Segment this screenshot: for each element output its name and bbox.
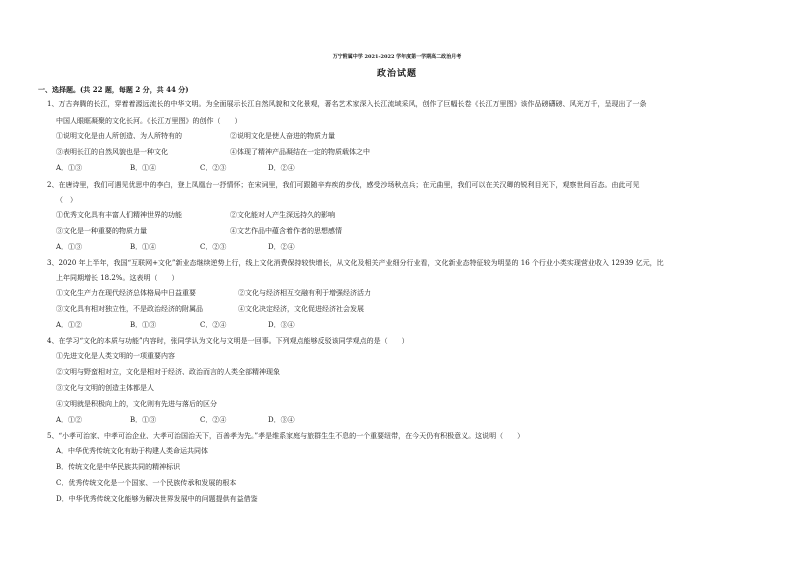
q5-option-d: D．中华优秀传统文化能够为解决世界发展中的问题提供有益借鉴 bbox=[56, 495, 258, 503]
q4-option-4: ④文明就是积极向上的，文化则有先进与落后的区分 bbox=[56, 400, 217, 408]
q4-choice-b: B．①③ bbox=[130, 416, 157, 424]
q3-choice-d: D．③④ bbox=[268, 321, 295, 329]
q2-option-1: ①优秀文化具有丰富人们精神世界的功能 bbox=[56, 211, 182, 219]
q3-stem-cont: 上年同期增长 18.2%。这表明（ ） bbox=[56, 274, 179, 282]
section-heading: 一、选择题。(共 22 题，每题 2 分，共 44 分) bbox=[38, 85, 189, 94]
q5-option-c: C．优秀传统文化是一个国家、一个民族传承和发展的根本 bbox=[56, 479, 237, 487]
q2-option-3: ③文化是一种重要的物质力量 bbox=[56, 227, 147, 235]
q1-choice-c: C．②③ bbox=[200, 164, 227, 172]
q4-choice-a: A．①② bbox=[56, 416, 83, 424]
q1-option-4: ④体现了精神产品凝结在一定的物质载体之中 bbox=[230, 148, 370, 156]
q4-option-2: ②文明与野蛮相对立，文化是相对于经济、政治而言的人类全部精神现象 bbox=[56, 368, 280, 376]
q4-stem: 4、在学习“文化的本质与功能”内容时，张同学认为文化与文明是一回事。下列观点能够反驳该同学观点的是（ ） bbox=[47, 337, 409, 345]
q1-choice-d: D．②④ bbox=[268, 164, 295, 172]
q4-choice-c: C．②④ bbox=[200, 416, 227, 424]
q4-choice-d: D．③④ bbox=[268, 416, 295, 424]
q2-option-2: ②文化能对人产生深远持久的影响 bbox=[230, 211, 335, 219]
q5-option-b: B．传统文化是中华民族共同的精神标识 bbox=[56, 463, 181, 471]
q1-choice-b: B．①④ bbox=[130, 164, 157, 172]
q1-option-2: ②说明文化是使人奋进的物质力量 bbox=[230, 132, 335, 140]
q3-option-4: ④文化决定经济，文化促进经济社会发展 bbox=[238, 305, 364, 313]
q3-option-1: ①文化生产力在现代经济总体格局中日益重要 bbox=[56, 289, 196, 297]
q3-choice-b: B．①③ bbox=[130, 321, 157, 329]
q5-stem: 5、“小孝可治家、中孝可治企业、大孝可治国治天下，百善孝为先。”孝是维系家庭与旅群生生不息的一个重要纽带，在今天仍有积极意义。这说明（ ） bbox=[47, 432, 525, 440]
exam-header: 万宁附属中学 2021-2022 学年度第一学期高二政治月考 bbox=[332, 54, 462, 60]
q3-option-3: ③文化具有相对独立性，不是政治经济的附属品 bbox=[56, 305, 203, 313]
q1-stem: 1、万古奔腾的长江，穿着着源远流长的中华文明。为全面展示长江自然风貌和文化景观，著名艺术家深入长江流域采风，创作了巨幅长卷《长江万里图》该作品磅礴磅、风光万千，呈现出了一条 bbox=[47, 100, 647, 108]
q2-stem-cont: （ ） bbox=[56, 196, 77, 204]
q1-choice-a: A．①③ bbox=[56, 164, 83, 172]
exam-title: 政治试题 bbox=[376, 69, 417, 79]
q3-choice-a: A．①② bbox=[56, 321, 83, 329]
q1-stem-cont: 中国人眼眶凝聚的文化长河。《长江万里图》的创作（ ） bbox=[56, 117, 242, 125]
q2-choice-d: D．②④ bbox=[268, 243, 295, 251]
q3-option-2: ②文化与经济相互交融有利于增强经济活力 bbox=[238, 289, 371, 297]
q1-option-1: ①说明文化是由人所创造、为人所特有的 bbox=[56, 132, 182, 140]
q3-choice-c: C．②④ bbox=[200, 321, 227, 329]
q2-choice-c: C．②③ bbox=[200, 243, 227, 251]
q4-option-1: ①先进文化是人类文明的一项重要内容 bbox=[56, 352, 175, 360]
q2-choice-a: A．①③ bbox=[56, 243, 83, 251]
q4-option-3: ③文化与文明的创造主体都是人 bbox=[56, 384, 154, 392]
q3-stem: 3、2020 年上半年，我国“互联网+文化”新业态继续逆势上行，线上文化消费保持较快增长，从文化及相关产业细分行业看，文化新业态特征较为明显的 16 个行业小类实现营业收入 12939 亿元，比 bbox=[47, 259, 664, 267]
q2-option-4: ④文艺作品中蕴含着作者的思想感情 bbox=[230, 227, 342, 235]
q2-choice-b: B．①④ bbox=[130, 243, 157, 251]
q5-option-a: A．中华优秀传统文化有助于构建人类命运共同体 bbox=[56, 447, 209, 455]
q2-stem: 2、在唐诗里，我们可遇见优思中的李白，登上凤凰台一抒情怀；在宋词里，我们可跟随辛弃疾的步伐，感受沙场秋点兵；在元曲里，我们可以在关汉卿的锐利目光下，观察世间百态。由此可见 bbox=[47, 181, 640, 189]
q1-option-3: ③表明长江的自然风貌也是一种文化 bbox=[56, 148, 168, 156]
